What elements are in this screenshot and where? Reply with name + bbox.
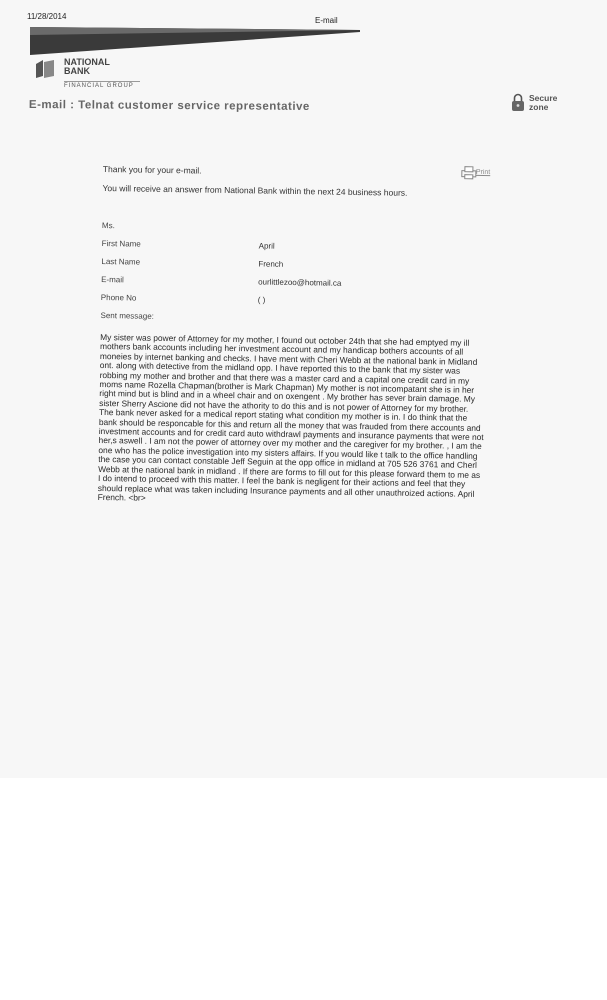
- brand-subtitle: FINANCIAL GROUP: [64, 83, 134, 89]
- page-title: E-mail : Telnat customer service representative: [28, 99, 310, 113]
- thank-you-text: Thank you for your e-mail.: [102, 163, 202, 176]
- salutation: Ms.: [101, 220, 115, 231]
- email-value: ourlittlezoo@hotmail.ca: [258, 277, 342, 288]
- print-date: 11/28/2014: [27, 12, 67, 21]
- phone-value: ( ): [257, 295, 266, 305]
- phone-label: Phone No: [100, 292, 137, 303]
- sent-message-label: Sent message:: [100, 310, 154, 321]
- print-link[interactable]: Print: [475, 168, 491, 177]
- secure-zone-label: Secure zone: [529, 93, 558, 112]
- sent-message-body: My sister was power of Attorney for my mother, I found out october 24th that she had emptyed my ill mothers bank accounts including her investment account and my handicap bothers accounts of all moneies by internet banking and checks. I have ment with Cheri Webb at the national bank in Midland ont. along with detective from the midland opp. I have reported this to the bank that my sister was robbing my mother and brother and that there was a master card and a capital one credit card in my moms name Rozella Chapman(brother is Mark Chapman) My mother is not incompatant she is in her right mind but is blind and in a wheel chair and on oxengent . My brother has sever brain damage. My sister Sherry Ascione did not have the athority to do this and is not power of Attorney for my brother. The bank never asked for a medical report stating what condition my mother is in. I do think that the bank should be responcable for this and return all the money that was frauded from there accounts and investment accounts and for credit card auto withdrawl payments and insurance payments that were not her,s aswell . I am not the power of attorney over my mother and the caregiver for my brother. , I am the one who has the police investigation into my sisters affairs. If you would like t talk to the office handling the case you can contact constable Jeff Seguin at the opp office in midland at 705 526 3761 and Cherl Webb at the national bank in midland . If there are forms to fill out for this please forward them to me as I do intend to proceed with this matter. I feel the bank is negligent for their actions and feel that they should replace what was taken including Insurance payments and all other unauthroized actions. April French. <br>: [97, 331, 484, 503]
- print-source: E-mail: [315, 16, 338, 25]
- email-label: E-mail: [101, 274, 124, 285]
- first-name-label: First Name: [101, 238, 141, 249]
- response-time-text: You will receive an answer from National Bank within the next 24 business hours.: [102, 182, 408, 198]
- brand-name: NATIONAL BANK: [64, 57, 110, 76]
- last-name-label: Last Name: [101, 256, 141, 267]
- last-name-value: French: [258, 259, 284, 269]
- first-name-value: April: [258, 241, 275, 251]
